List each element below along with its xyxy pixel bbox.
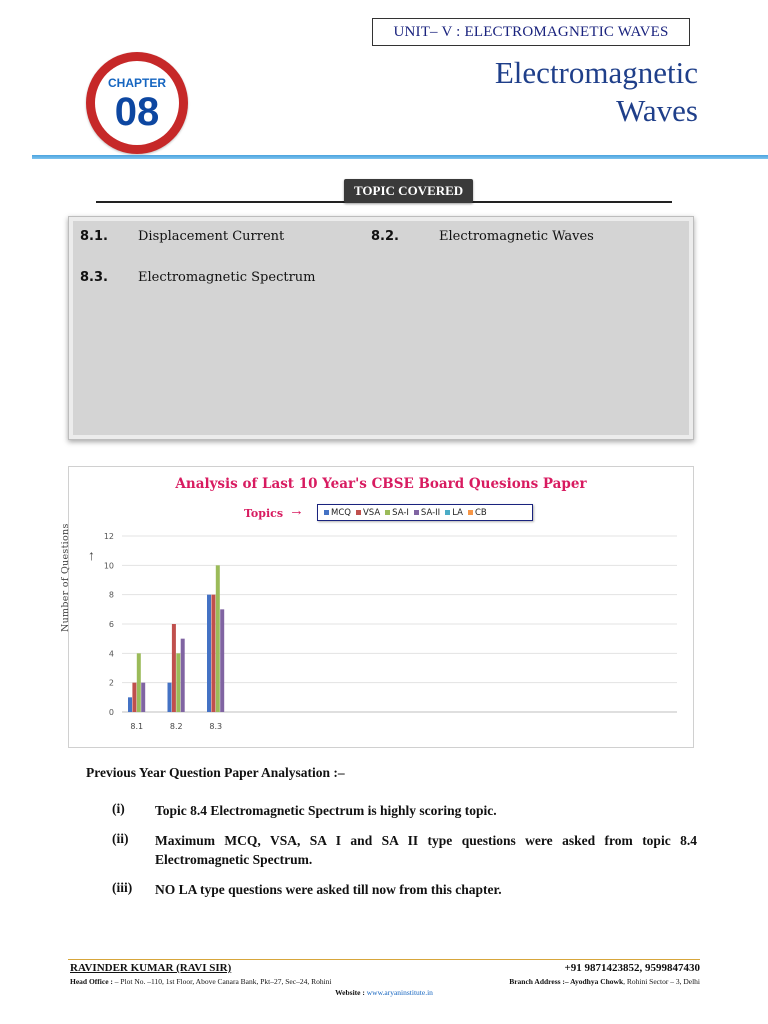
bar-sa-i [176, 653, 180, 712]
bar-vsa [132, 683, 136, 712]
chapter-word: CHAPTER [107, 76, 166, 90]
footer-author: RAVINDER KUMAR (RAVI SIR) [70, 962, 232, 974]
unit-label: UNIT– V : ELECTROMAGNETIC WAVES [372, 18, 690, 46]
footer-website [0, 988, 768, 997]
x-tick-label: 8.3 [209, 722, 223, 731]
footer-head-office [70, 977, 332, 986]
bar-vsa [172, 624, 176, 712]
page-title-line1: Electromagnetic [494, 55, 698, 90]
footer-divider [68, 959, 700, 960]
x-tick-label: 8.2 [169, 722, 183, 731]
bar-mcq [168, 683, 172, 712]
bar-sa-i [216, 565, 220, 712]
legend-label: CB [474, 507, 487, 518]
head-office-label: Head Office : [70, 977, 113, 986]
topic-text: Displacement Current [138, 229, 285, 244]
website-link[interactable]: www.aryaninstitute.in [366, 988, 433, 997]
y-tick-label: 12 [103, 532, 114, 541]
bar-sa-ii [181, 639, 185, 712]
y-tick-label: 0 [108, 708, 114, 717]
y-tick-label: 2 [108, 678, 114, 688]
point-text: Maximum MCQ, VSA, SA I and SA II type questions were asked from topic 8.4 Electromagnetic Spectrum. [155, 833, 697, 867]
topic-number: 8.3. [80, 270, 108, 285]
legend-label: VSA [362, 507, 381, 518]
point-number: (iii) [112, 880, 133, 895]
bar-sa-ii [141, 683, 145, 712]
point-number: (ii) [112, 831, 129, 846]
branch-label: Branch Address :– Ayodhya Chowk [509, 977, 624, 986]
website-label: Website : [335, 988, 365, 997]
point-number: (i) [112, 801, 125, 816]
legend-label: SA-II [420, 507, 441, 518]
topic-covered-label: TOPIC COVERED [344, 179, 473, 203]
bar-sa-ii [220, 609, 224, 712]
footer-branch [509, 977, 700, 986]
legend-title: Topics [244, 507, 284, 520]
bar-mcq [128, 697, 132, 712]
branch-text: , Rohini Sector – 3, Delhi [623, 977, 700, 986]
bar-mcq [207, 595, 211, 712]
bar-vsa [211, 595, 215, 712]
y-tick-label: 6 [108, 620, 114, 629]
page-title-line2: Waves [616, 93, 698, 128]
head-office-text: – Plot No. –110, 1st Floor, Above Canara Bank, Pkt–27, Sec–24, Rohini [114, 977, 332, 986]
point-text: Topic 8.4 Electromagnetic Spectrum is highly scoring topic. [155, 803, 497, 818]
y-tick-label: 10 [103, 561, 114, 571]
topic-number: 8.1. [80, 229, 108, 244]
legend-label: SA-I [392, 507, 409, 518]
x-tick-label: 8.1 [130, 722, 144, 731]
y-axis-label: Number of Questions [60, 523, 71, 632]
y-tick-label: 4 [108, 649, 114, 659]
legend-label: LA [452, 507, 463, 518]
chapter-number: 08 [114, 90, 160, 134]
y-tick-label: 8 [108, 590, 114, 600]
footer-phone: +91 9871423852, 9599847430 [564, 962, 700, 974]
chart-title: Analysis of Last 10 Year's CBSE Board Quesions Paper [175, 476, 587, 492]
legend-arrow-icon: → [289, 503, 304, 519]
y-axis-arrow-icon: ↑ [88, 549, 95, 564]
bar-sa-i [137, 653, 141, 712]
point-text: NO LA type questions were asked till now from this chapter. [155, 882, 502, 897]
legend-label: MCQ [331, 507, 351, 518]
topic-text: Electromagnetic Spectrum [138, 270, 316, 285]
topic-text: Electromagnetic Waves [439, 229, 594, 244]
analysis-heading: Previous Year Question Paper Analysation :– [86, 765, 345, 780]
topic-number: 8.2. [371, 229, 399, 244]
